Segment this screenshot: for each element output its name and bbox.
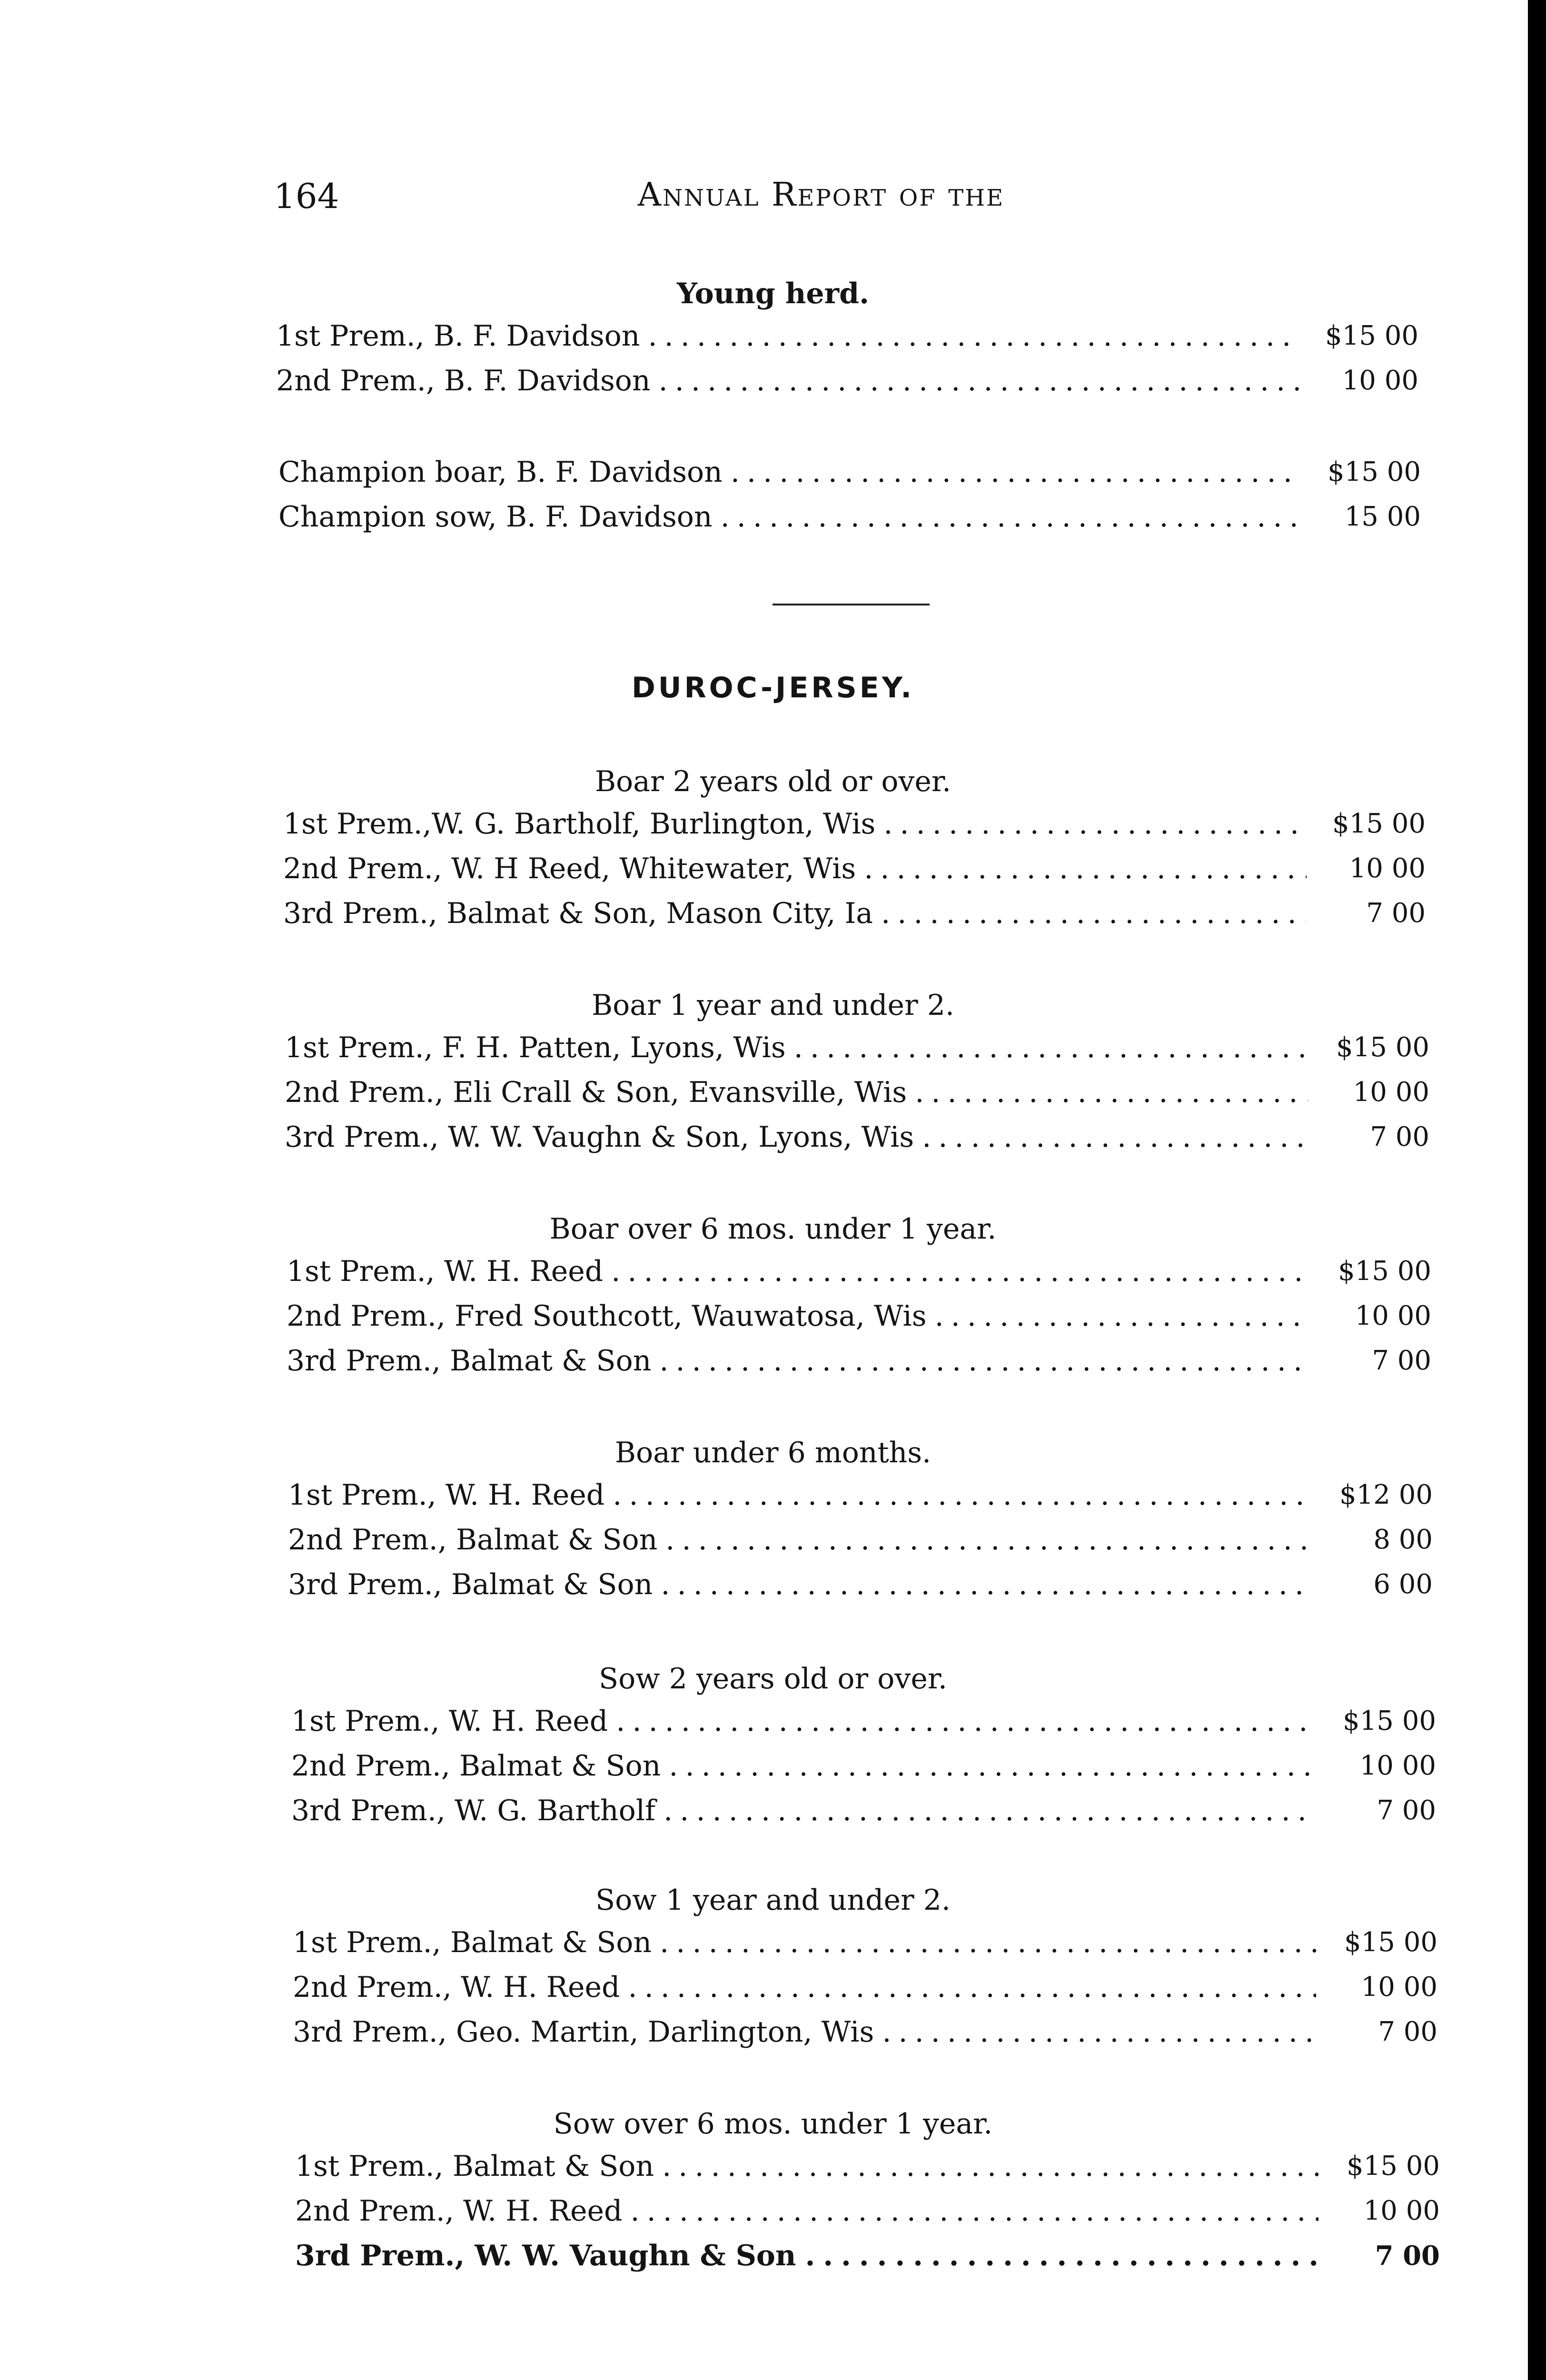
premium-class (0, 2104, 1546, 2278)
premium-row (285, 1025, 1429, 1070)
premium-class (0, 1433, 1546, 1607)
premium-amount: 6 00 (1373, 1569, 1433, 1600)
premium-label: 2nd Prem., B. F. Davidson . . . (276, 358, 1299, 403)
premium-amount: 7 00 (1366, 898, 1426, 929)
premium-row (293, 1965, 1437, 2010)
premium-label: 3rd Prem., Balmat & Son, Mason City, Ia . . . (283, 891, 1307, 936)
class-heading: Boar over 6 mos. under 1 year. (549, 1212, 997, 1246)
premium-class (0, 1659, 1546, 1833)
premium-label: 2nd Prem., Eli Crall & Son, Evansville, Wis . . . (285, 1070, 1308, 1115)
premium-label: 1st Prem., Balmat & Son . . . (293, 1920, 1316, 1965)
premium-row (295, 2144, 1440, 2189)
premium-label: 1st Prem., W. H. Reed . . . (287, 1249, 1310, 1294)
premium-amount: 7 00 (1372, 1345, 1431, 1376)
premium-label: 1st Prem., Balmat & Son . . . (295, 2144, 1318, 2189)
premium-amount: $15 00 (1347, 2151, 1440, 2182)
premium-label: 3rd Prem., Balmat & Son . . . (287, 1339, 1310, 1383)
premium-amount: 10 00 (1355, 1300, 1431, 1331)
premium-row (278, 450, 1421, 495)
class-heading: Sow over 6 mos. under 1 year. (553, 2107, 993, 2141)
premium-row (291, 1699, 1436, 1744)
class-heading: Sow 2 years old or over. (599, 1662, 947, 1696)
premium-label: 1st Prem., W. H. Reed . . . (291, 1699, 1315, 1744)
premium-row (295, 2233, 1440, 2278)
premium-class (0, 985, 1546, 1160)
premium-label: 1st Prem., B. F. Davidson . . . (276, 314, 1299, 358)
page-number: 164 (274, 176, 339, 216)
running-head: Annual Report of the (637, 176, 1005, 214)
premium-class (0, 1880, 1546, 2054)
premium-class (0, 762, 1546, 936)
premium-label: 2nd Prem., W. H Reed, Whitewater, Wis . . . (283, 846, 1307, 891)
premium-row (295, 2189, 1440, 2233)
premium-row (287, 1294, 1431, 1339)
premium-amount: 10 00 (1363, 2195, 1440, 2226)
premium-label: 2nd Prem., Fred Southcott, Wauwatosa, Wis . . . (287, 1294, 1310, 1339)
premium-row (276, 358, 1418, 403)
premium-amount: 10 00 (1342, 365, 1418, 396)
premium-label: 3rd Prem., W. W. Vaughn & Son . . . (295, 2233, 1318, 2278)
premium-amount: $15 00 (1336, 1032, 1429, 1063)
premium-amount: $15 00 (1332, 808, 1426, 839)
premium-label: 1st Prem., F. H. Patten, Lyons, Wis . . . (285, 1025, 1308, 1070)
premium-label: 1st Prem., W. H. Reed . . . (288, 1473, 1311, 1517)
premium-row (276, 314, 1418, 358)
class-heading: Sow 1 year and under 2. (595, 1884, 951, 1917)
section-divider (773, 604, 930, 605)
premium-row (278, 495, 1421, 539)
premium-label: 2nd Prem., W. H. Reed . . . (295, 2189, 1318, 2233)
class-heading: Boar 2 years old or over. (595, 765, 951, 798)
premium-amount: $12 00 (1339, 1479, 1433, 1510)
premium-label: 2nd Prem., Balmat & Son . . . (291, 1744, 1315, 1788)
premium-row (287, 1249, 1431, 1294)
premium-amount: 7 00 (1378, 2016, 1437, 2047)
premium-row (288, 1562, 1433, 1607)
premium-amount: 10 00 (1349, 853, 1426, 884)
page-header (267, 176, 1376, 219)
premium-label: 3rd Prem., Balmat & Son . . . (288, 1562, 1311, 1607)
premium-amount: 7 00 (1370, 1121, 1429, 1152)
premium-label: 2nd Prem., Balmat & Son . . . (288, 1517, 1311, 1562)
premium-class (0, 1209, 1546, 1383)
premium-label: 1st Prem.,W. G. Bartholf, Burlington, Wis . . . (283, 802, 1307, 846)
premium-row (293, 1920, 1437, 1965)
premium-label: 3rd Prem., W. W. Vaughn & Son, Lyons, Wis . . . (285, 1115, 1308, 1160)
premium-row (291, 1744, 1436, 1788)
premium-amount: 10 00 (1361, 1972, 1437, 2003)
premium-amount: $15 00 (1338, 1256, 1431, 1287)
premium-amount: $15 00 (1344, 1927, 1437, 1958)
premium-label: 3rd Prem., Geo. Martin, Darlington, Wis . . . (293, 2010, 1316, 2054)
premium-row (291, 1788, 1436, 1833)
premium-amount: 10 00 (1353, 1077, 1429, 1108)
section-title: DUROC-JERSEY. (631, 671, 915, 704)
premium-row (283, 891, 1426, 936)
premium-row (285, 1115, 1429, 1160)
premium-row (288, 1517, 1433, 1562)
premium-amount: 10 00 (1359, 1750, 1436, 1781)
premium-row (285, 1070, 1429, 1115)
premium-label: Champion sow, B. F. Davidson . . . (278, 495, 1302, 539)
premium-amount: $15 00 (1325, 320, 1418, 351)
premium-label: 3rd Prem., W. G. Bartholf . . . (291, 1788, 1315, 1833)
premium-label: 2nd Prem., W. H. Reed . . . (293, 1965, 1316, 2010)
premium-amount: 8 00 (1373, 1524, 1433, 1555)
champions-group (0, 450, 1546, 539)
premium-amount: $15 00 (1343, 1706, 1436, 1736)
premium-row (288, 1473, 1433, 1517)
premium-amount: $15 00 (1328, 456, 1421, 487)
class-heading: Boar under 6 months. (614, 1436, 932, 1469)
premium-row (283, 802, 1426, 846)
premium-row (293, 2010, 1437, 2054)
class-heading: Young herd. (677, 277, 869, 310)
class-heading: Boar 1 year and under 2. (591, 989, 954, 1022)
premium-amount: 7 00 (1375, 2240, 1440, 2271)
premium-amount: 15 00 (1344, 501, 1421, 532)
young-herd-group (0, 274, 1546, 403)
premium-amount: 7 00 (1377, 1795, 1436, 1826)
premium-label: Champion boar, B. F. Davidson . . . (278, 450, 1302, 495)
premium-row (287, 1339, 1431, 1383)
premium-row (283, 846, 1426, 891)
